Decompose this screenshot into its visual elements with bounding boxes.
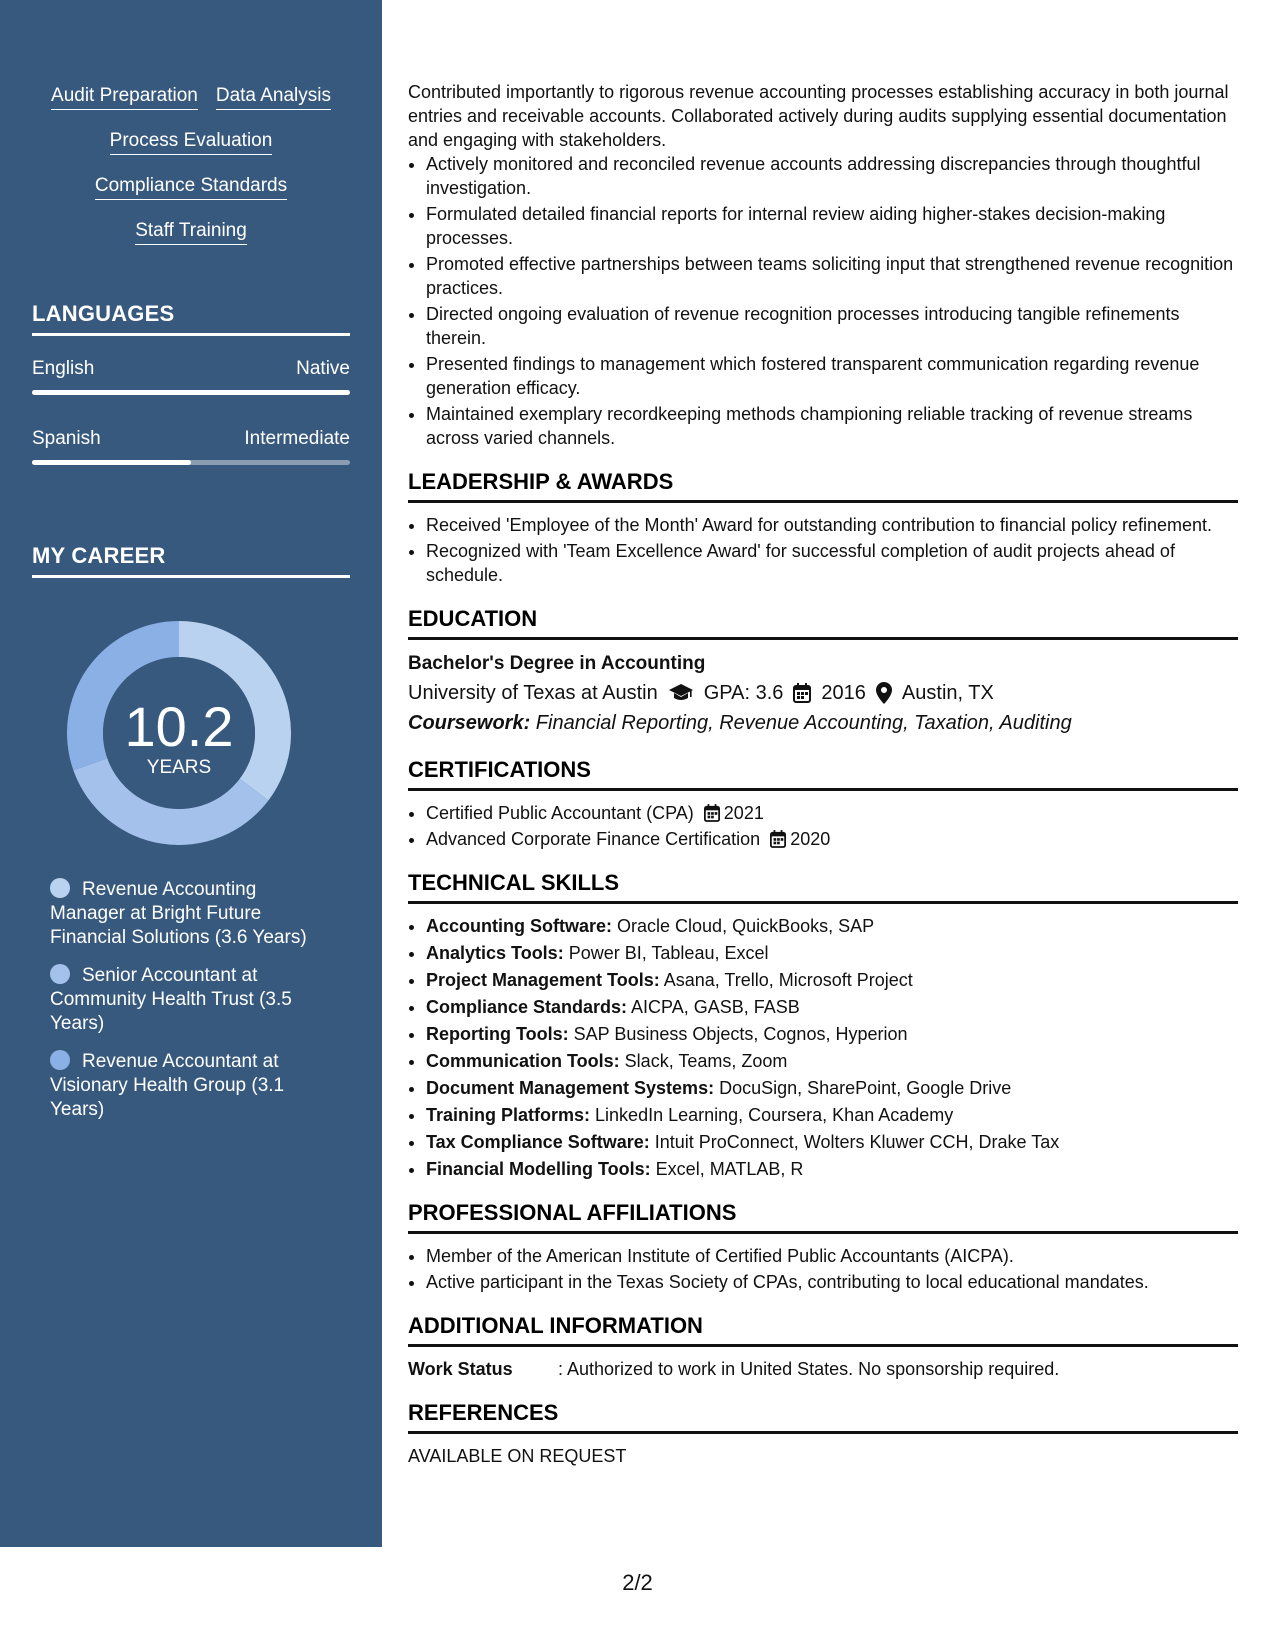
list-item	[426, 1157, 1238, 1181]
career-item-text: Revenue Accountant at Visionary Health Group (3.1 Years)	[50, 1051, 285, 1120]
certifications-heading: CERTIFICATIONS	[408, 756, 1238, 791]
technical-skills-heading: TECHNICAL SKILLS	[408, 869, 1238, 904]
map-pin-icon	[876, 682, 892, 704]
experience-summary: Contributed importantly to rigorous revenue accounting processes establishing accuracy in both journal entries and receivable accounts. Collaborated actively during audits supplying essential documentation and engaging with stakeholders.	[408, 82, 1229, 150]
skill-label: Training Platforms:	[426, 1105, 591, 1125]
legend-dot	[50, 878, 70, 898]
skill-tag: Process Evaluation	[110, 129, 273, 155]
work-status-row	[408, 1357, 1238, 1381]
language-spanish	[32, 427, 350, 465]
list-item: • Active participant in the Texas Society of CPAs, contributing to local educational mandates.	[426, 1270, 1238, 1294]
list-item: • Actively monitored and reconciled revenue accounts addressing discrepancies through thoughtful investigation.	[426, 152, 1238, 200]
career-donut-chart	[67, 621, 291, 845]
skill-value: Slack, Teams, Zoom	[619, 1051, 788, 1071]
list-item	[426, 995, 1238, 1019]
list-item	[426, 941, 1238, 965]
skill-value: DocuSign, SharePoint, Google Drive	[714, 1078, 1012, 1098]
list-item	[426, 914, 1238, 938]
education-details	[408, 678, 1238, 708]
skill-tag: Audit Preparation	[51, 84, 198, 110]
language-bar-fill	[32, 460, 191, 465]
additional-info-heading: ADDITIONAL INFORMATION	[408, 1312, 1238, 1347]
language-bar	[32, 390, 350, 395]
legend-dot	[50, 1050, 70, 1070]
list-item	[426, 1103, 1238, 1127]
skill-tags	[32, 84, 350, 264]
career-total: 10.2	[124, 695, 234, 758]
affiliations-heading: PROFESSIONAL AFFILIATIONS	[408, 1199, 1238, 1234]
legend-dot	[50, 964, 70, 984]
education-degree: Bachelor's Degree in Accounting	[408, 653, 706, 674]
graduation-cap-icon	[668, 683, 694, 703]
sidebar	[0, 0, 382, 1547]
skill-label: Accounting Software:	[426, 916, 613, 936]
work-status-value: : Authorized to work in United States. No sponsorship required.	[558, 1359, 1060, 1379]
career-item	[50, 1050, 315, 1122]
coursework-value: Financial Reporting, Revenue Accounting, Taxation, Auditing	[530, 712, 1072, 734]
list-item	[426, 801, 1238, 825]
career-item	[50, 878, 315, 950]
certification-year: 2021	[723, 803, 764, 823]
technical-skills-list	[408, 914, 1238, 1181]
skill-value: SAP Business Objects, Cognos, Hyperion	[568, 1024, 908, 1044]
career-item-text: Senior Accountant at Community Health Trust (3.5 Years)	[50, 965, 292, 1034]
calendar-icon	[793, 683, 811, 703]
education-coursework	[408, 708, 1238, 738]
language-name: Spanish	[32, 428, 101, 449]
language-bar	[32, 460, 350, 465]
education-year: 2016	[821, 682, 866, 704]
list-item: • Maintained exemplary recordkeeping methods championing reliable tracking of revenue streams across varied channels.	[426, 402, 1238, 450]
career-heading: MY CAREER	[32, 543, 350, 578]
languages-heading: LANGUAGES	[32, 301, 350, 336]
certification-name: • Advanced Corporate Finance Certification	[426, 829, 761, 849]
certification-name: • Certified Public Accountant (CPA)	[426, 803, 694, 823]
skill-label: Reporting Tools:	[426, 1024, 569, 1044]
leadership-list	[408, 513, 1238, 587]
calendar-icon	[704, 804, 720, 822]
list-item: • Promoted effective partnerships between teams soliciting input that strengthened revenue recognition practices.	[426, 252, 1238, 300]
education-gpa: GPA: 3.6	[703, 682, 784, 704]
skill-tag: Staff Training	[135, 219, 247, 245]
career-item	[50, 964, 315, 1036]
list-item: • Formulated detailed financial reports for internal review aiding higher-stakes decision-making processes.	[426, 202, 1238, 250]
list-item	[426, 1022, 1238, 1046]
skill-value: Oracle Cloud, QuickBooks, SAP	[612, 916, 875, 936]
references-heading: REFERENCES	[408, 1399, 1238, 1434]
calendar-icon	[770, 830, 786, 848]
references-text: AVAILABLE ON REQUEST	[408, 1446, 627, 1466]
list-item: • Member of the American Institute of Certified Public Accountants (AICPA).	[426, 1244, 1238, 1268]
skill-label: Tax Compliance Software:	[426, 1132, 650, 1152]
page-number: 2/2	[622, 1570, 653, 1595]
language-level: Native	[296, 358, 350, 379]
skill-label: Document Management Systems:	[426, 1078, 715, 1098]
skill-label: Financial Modelling Tools:	[426, 1159, 651, 1179]
certifications-list	[408, 801, 1238, 851]
list-item	[426, 1049, 1238, 1073]
list-item	[426, 1076, 1238, 1100]
work-status-label: Work Status	[408, 1359, 513, 1379]
career-item-text: Revenue Accounting Manager at Bright Future Financial Solutions (3.6 Years)	[50, 879, 307, 948]
education-location: Austin, TX	[901, 682, 994, 704]
skill-value: Excel, MATLAB, R	[650, 1159, 804, 1179]
list-item: • Recognized with 'Team Excellence Award' for successful completion of audit projects ahead of schedule.	[426, 539, 1238, 587]
main-content	[408, 80, 1238, 1468]
skill-value: Asana, Trello, Microsoft Project	[659, 970, 913, 990]
list-item: • Received 'Employee of the Month' Award for outstanding contribution to financial policy refinement.	[426, 513, 1238, 537]
leadership-heading: LEADERSHIP & AWARDS	[408, 468, 1238, 503]
coursework-label: Coursework:	[408, 712, 531, 734]
language-name: English	[32, 358, 95, 379]
skill-value: LinkedIn Learning, Coursera, Khan Academy	[590, 1105, 954, 1125]
skill-value: Power BI, Tableau, Excel	[563, 943, 769, 963]
experience-bullets	[408, 152, 1238, 450]
list-item	[426, 1130, 1238, 1154]
skill-tag: Data Analysis	[216, 84, 331, 110]
list-item	[426, 968, 1238, 992]
language-bar-fill	[32, 390, 350, 395]
skill-label: Compliance Standards:	[426, 997, 628, 1017]
career-unit: YEARS	[146, 757, 212, 778]
affiliations-list	[408, 1244, 1238, 1294]
list-item: • Presented findings to management which fostered transparent communication regarding revenue generation efficacy.	[426, 352, 1238, 400]
skill-label: Project Management Tools:	[426, 970, 660, 990]
skill-label: Analytics Tools:	[426, 943, 564, 963]
education-heading: EDUCATION	[408, 605, 1238, 640]
career-legend	[50, 878, 315, 1136]
certification-year: 2020	[790, 829, 831, 849]
skill-value: AICPA, GASB, FASB	[627, 997, 800, 1017]
language-level: Intermediate	[244, 428, 350, 449]
education-school: University of Texas at Austin	[408, 682, 658, 704]
skill-value: Intuit ProConnect, Wolters Kluwer CCH, Drake Tax	[649, 1132, 1060, 1152]
list-item	[426, 827, 1238, 851]
skill-tag: Compliance Standards	[95, 174, 287, 200]
list-item: • Directed ongoing evaluation of revenue recognition processes introducing tangible refinements therein.	[426, 302, 1238, 350]
skill-label: Communication Tools:	[426, 1051, 620, 1071]
language-english	[32, 357, 350, 395]
